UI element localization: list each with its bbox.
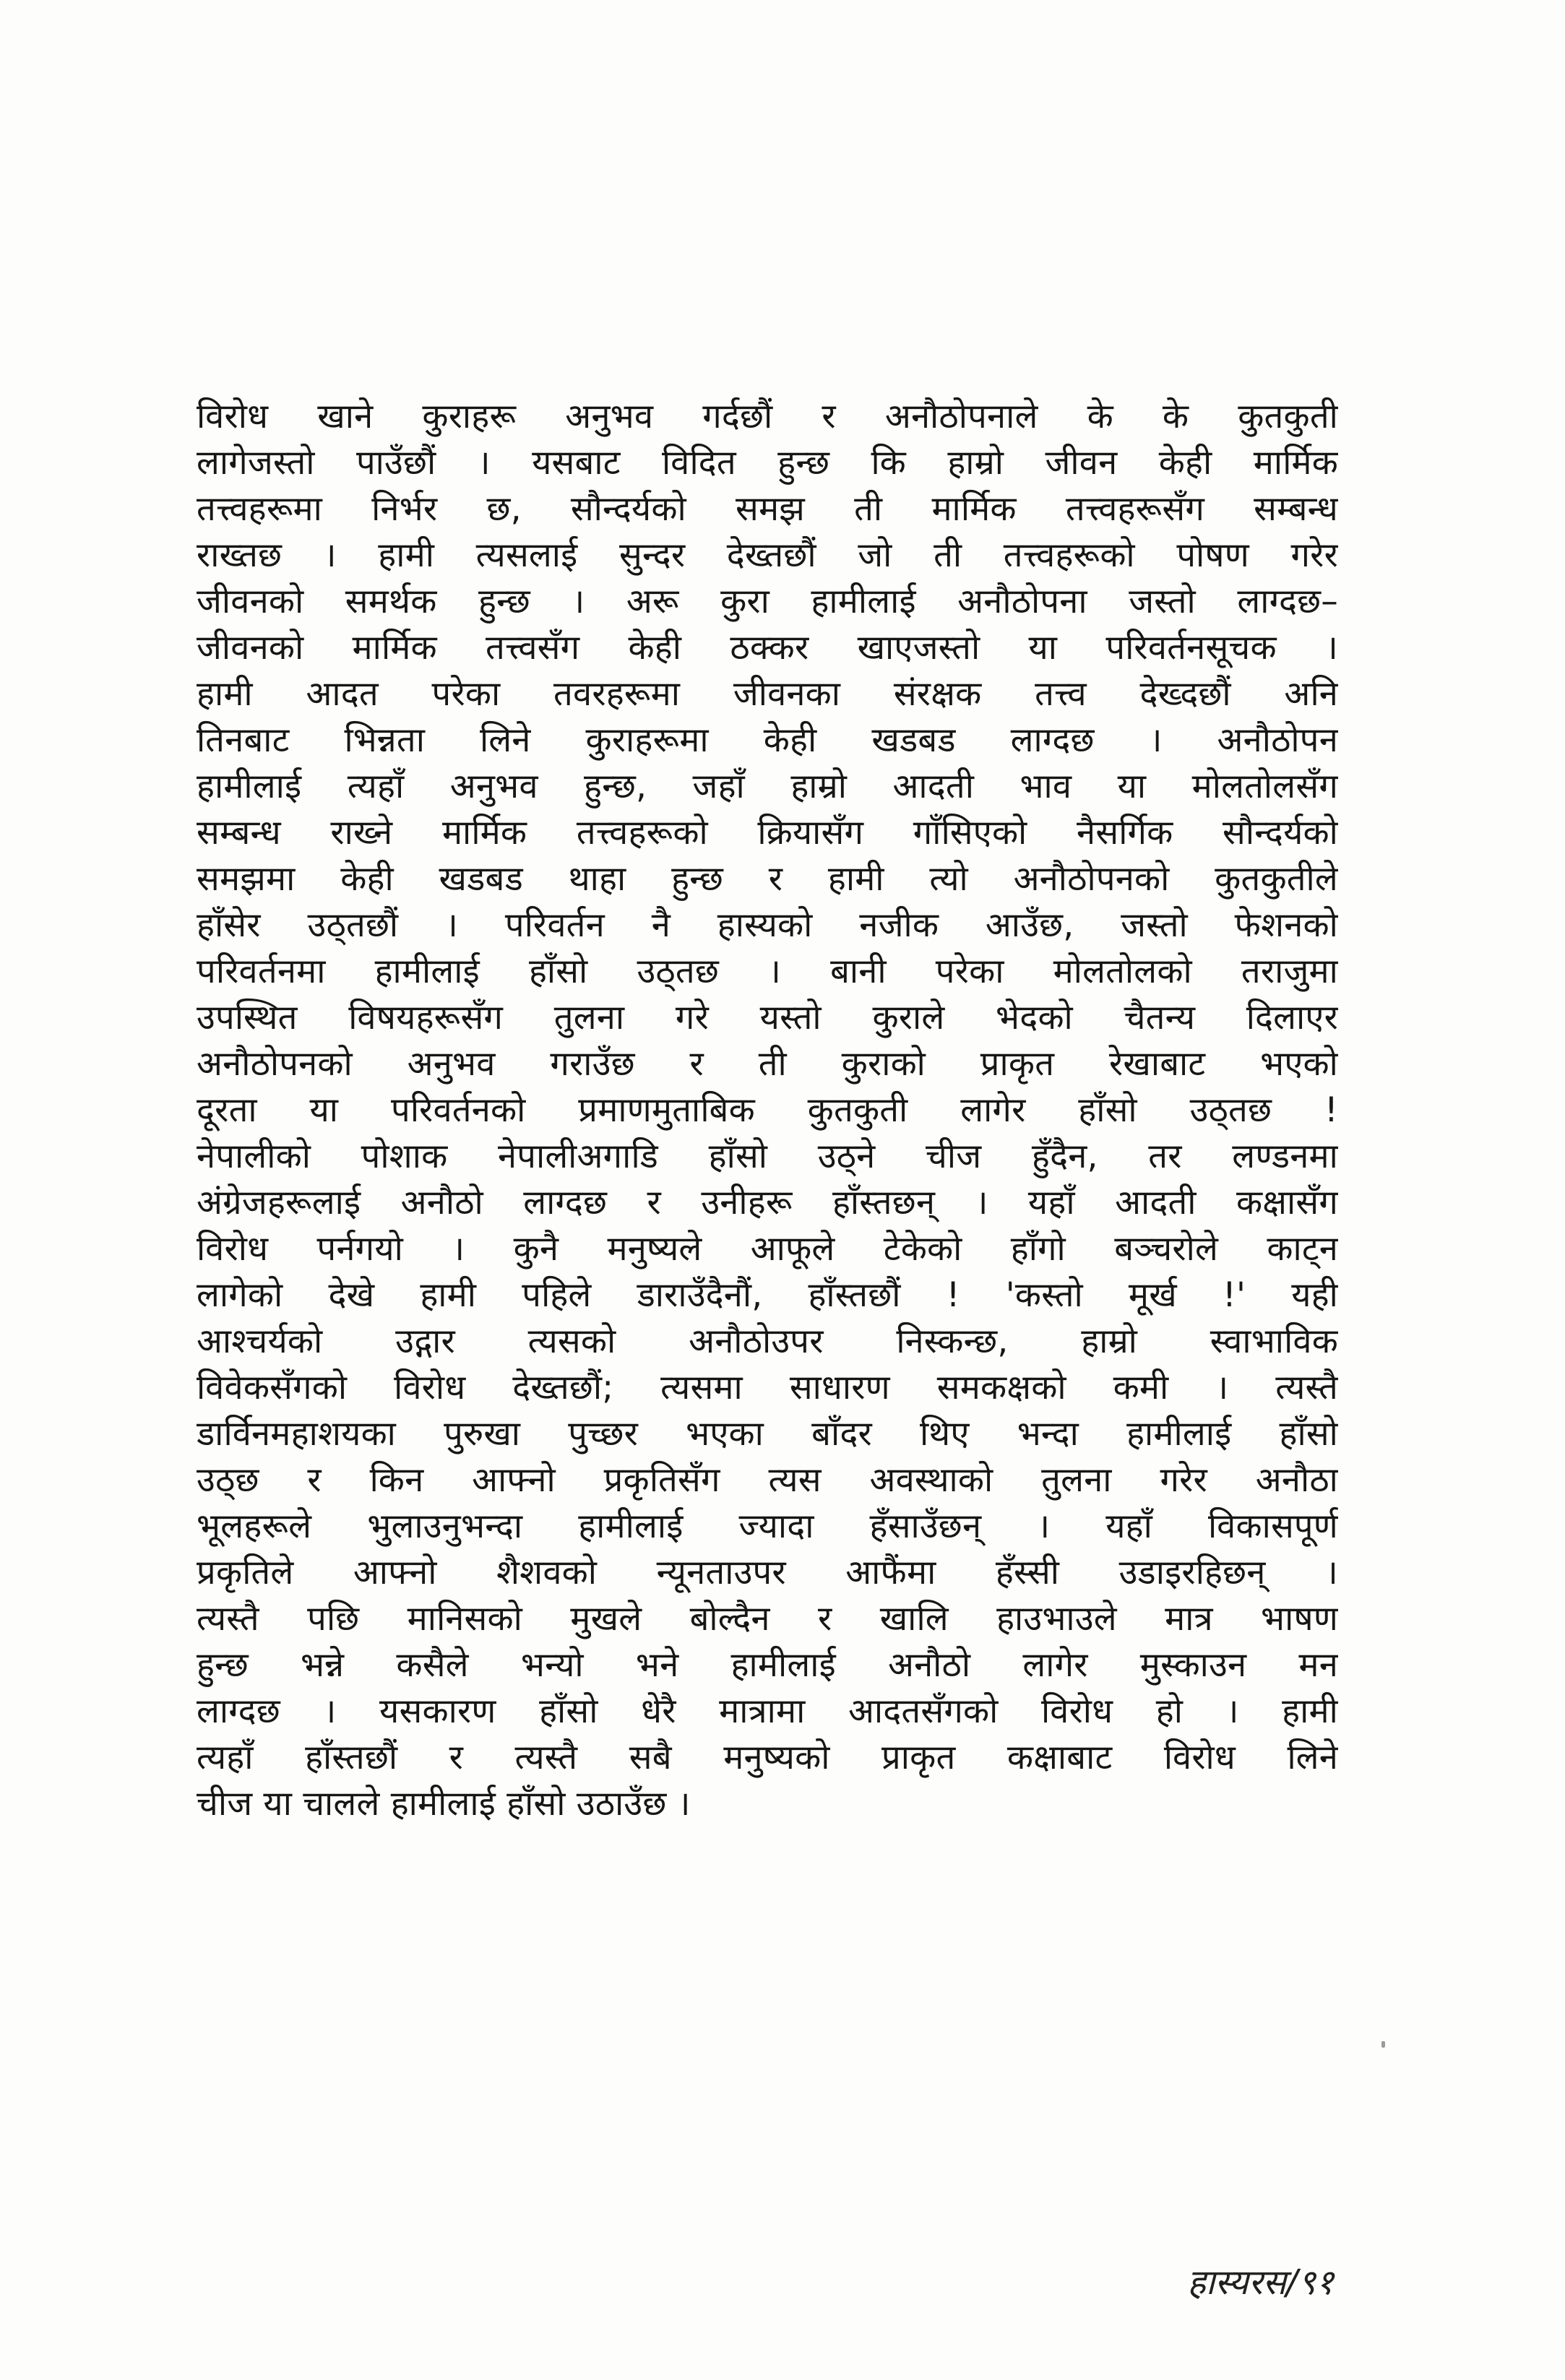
text-line: विवेकसँगको विरोध देख्तछौं; त्यसमा साधारण समकक्षको कमी । त्यस्तै: [197, 1368, 1338, 1407]
text-line: परिवर्तनमा हामीलाई हाँसो उठ्तछ । बानी परेका मोलतोलको तराजुमा: [197, 952, 1338, 991]
text-line: अंग्रेजहरूलाई अनौठो लाग्दछ र उनीहरू हाँस्तछन् । यहाँ आदती कक्षासँग: [197, 1183, 1338, 1223]
text-line: नेपालीको पोशाक नेपालीअगाडि हाँसो उठ्ने चीज हुँदैन, तर लण्डनमा: [197, 1137, 1338, 1176]
text-line: हुन्छ भन्ने कसैले भन्यो भने हामीलाई अनौठो लागेर मुस्काउन मन: [197, 1645, 1338, 1685]
text-line: दूरता या परिवर्तनको प्रमाणमुताबिक कुतकुती लागेर हाँसो उठ्तछ !: [197, 1090, 1338, 1130]
text-line: हामी आदत परेका तवरहरूमा जीवनका संरक्षक तत्त्व देख्दछौं अनि: [197, 674, 1338, 714]
text-line: त्यस्तै पछि मानिसको मुखले बोल्दैन र खालि हाउभाउले मात्र भाषण: [197, 1599, 1338, 1639]
text-line: लागेको देखे हामी पहिले डाराउँदैनौं, हाँस्तछौं ! 'कस्तो मूर्ख !' यही: [197, 1275, 1338, 1315]
text-line: हामीलाई त्यहाँ अनुभव हुन्छ, जहाँ हाम्रो आदती भाव या मोलतोलसँग: [197, 767, 1338, 806]
text-line: तिनबाट भिन्नता लिने कुराहरूमा केही खडबड लाग्दछ । अनौठोपन: [197, 720, 1338, 760]
body-text: [197, 394, 1338, 1827]
text-line: प्रकृतिले आफ्नो शैशवको न्यूनताउपर आफैंमा हँस्सी उडाइरहिछन् ।: [197, 1553, 1338, 1592]
text-line: लाग्दछ । यसकारण हाँसो धेरै मात्रामा आदतसँगको विरोध हो । हामी: [197, 1691, 1338, 1731]
text-line: तत्त्वहरूमा निर्भर छ, सौन्दर्यको समझ ती मार्मिक तत्त्वहरूसँग सम्बन्ध: [197, 489, 1338, 529]
text-line: त्यहाँ हाँस्तछौं र त्यस्तै सबै मनुष्यको प्राकृत कक्षाबाट विरोध लिने: [197, 1738, 1338, 1777]
text-line: विरोध खाने कुराहरू अनुभव गर्दछौं र अनौठोपनाले के के कुतकुती: [197, 397, 1338, 436]
text-line: समझमा केही खडबड थाहा हुन्छ र हामी त्यो अनौठोपनको कुतकुतीले: [197, 859, 1338, 899]
text-line: भूलहरूले भुलाउनुभन्दा हामीलाई ज्यादा हँसाउँछन् । यहाँ विकासपूर्ण: [197, 1506, 1338, 1546]
text-line: लागेजस्तो पाउँछौं । यसबाट विदित हुन्छ कि हाम्रो जीवन केही मार्मिक: [197, 443, 1338, 483]
text-line: अनौठोपनको अनुभव गराउँछ र ती कुराको प्राकृत रेखाबाट भएको: [197, 1044, 1338, 1084]
running-footer: हास्यरस/९१: [1187, 2262, 1334, 2303]
text-line: उठ्छ र किन आफ्नो प्रकृतिसँग त्यस अवस्थाको तुलना गरेर अनौठा: [197, 1460, 1338, 1500]
scan-speck: [1381, 2041, 1385, 2048]
text-line: जीवनको समर्थक हुन्छ । अरू कुरा हामीलाई अनौठोपना जस्तो लाग्दछ–: [197, 582, 1338, 621]
text-line: विरोध पर्नगयो । कुनै मनुष्यले आफूले टेकेको हाँगो बञ्चरोले काट्न: [197, 1229, 1338, 1269]
text-line: सम्बन्ध राख्ने मार्मिक तत्त्वहरूको क्रियासँग गाँसिएको नैसर्गिक सौन्दर्यको: [197, 813, 1338, 853]
text-line: जीवनको मार्मिक तत्त्वसँग केही ठक्कर खाएजस्तो या परिवर्तनसूचक ।: [197, 628, 1338, 668]
text-line: उपस्थित विषयहरूसँग तुलना गरे यस्तो कुराले भेदको चैतन्य दिलाएर: [197, 998, 1338, 1038]
text-line: हाँसेर उठ्तछौं । परिवर्तन नै हास्यको नजीक आउँछ, जस्तो फेशनको: [197, 905, 1338, 945]
text-line: राख्तछ । हामी त्यसलाई सुन्दर देख्तछौं जो ती तत्त्वहरूको पोषण गरेर: [197, 535, 1338, 575]
text-line: आश्चर्यको उद्गार त्यसको अनौठोउपर निस्कन्छ, हाम्रो स्वाभाविक: [197, 1321, 1338, 1361]
text-line-last: चीज या चालले हामीलाई हाँसो उठाउँछ ।: [197, 1784, 691, 1824]
text-line: डार्विनमहाशयका पुरुखा पुच्छर भएका बाँदर थिए भन्दा हामीलाई हाँसो: [197, 1414, 1338, 1454]
